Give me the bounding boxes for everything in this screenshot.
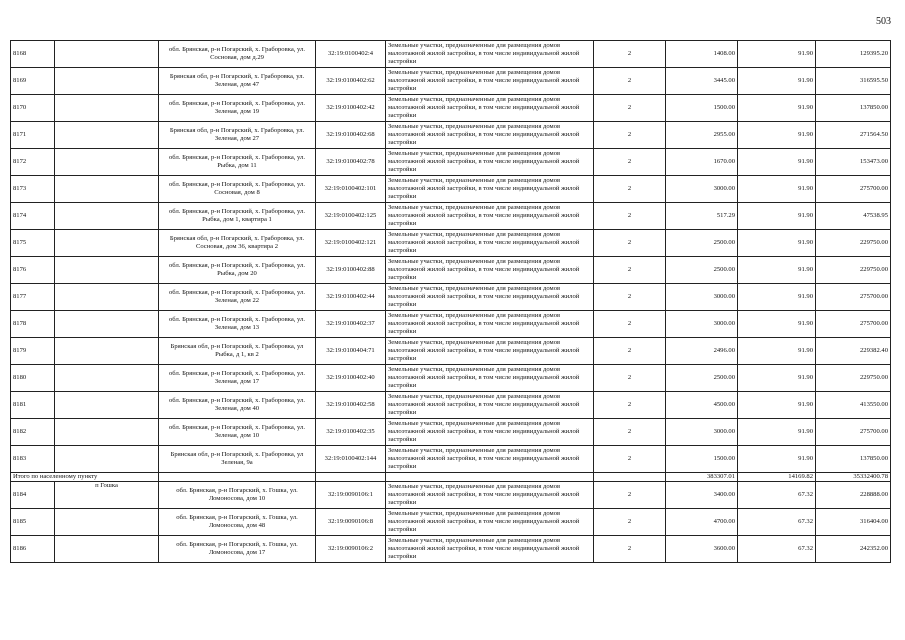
cadastral-value-cell: 229750.00	[816, 230, 891, 257]
area-cell: 3000.00	[666, 284, 738, 311]
cadastral-number-cell: 32:19:0100402:101	[316, 176, 386, 203]
address-cell: обл. Брянская, р-н Погарский, х. Гошка, ул. Ломоносова, дом 48	[159, 509, 316, 536]
cadastral-number-cell: 32:19:0100402:35	[316, 419, 386, 446]
rate-cell: 91.90	[738, 446, 816, 473]
land-use-cell: Земельные участки, предназначенные для размещения домов малоэтажной жилой застройки, в том числе индивидуальной жилой застройки	[386, 392, 594, 419]
area-cell: 2500.00	[666, 257, 738, 284]
summary-rate: 14169.82	[738, 473, 816, 482]
address-cell: Брянская обл, р-н Погарский, х. Граборовка, ул Рыбка, д 1, кв 2	[159, 338, 316, 365]
rate-cell: 67.32	[738, 509, 816, 536]
page-number: 503	[876, 16, 891, 27]
category-cell: 2	[594, 365, 666, 392]
rate-cell: 67.32	[738, 536, 816, 563]
area-cell: 1408.00	[666, 41, 738, 68]
address-cell: Брянская обл, р-н Погарский, х. Граборовка, ул. Зеленая, дом 47	[159, 68, 316, 95]
row-number: 8177	[11, 284, 55, 311]
summary-cell-blank	[594, 473, 666, 482]
address-cell: обл. Брянская, р-н Погарский, х. Гошка, ул. Ломоносова, дом 10	[159, 482, 316, 509]
land-use-cell: Земельные участки, предназначенные для размещения домов малоэтажной жилой застройки, в том числе индивидуальной жилой застройки	[386, 41, 594, 68]
cadastral-value-cell: 47538.95	[816, 203, 891, 230]
cadastral-number-cell: 32:19:0100402:78	[316, 149, 386, 176]
table-row	[11, 122, 891, 149]
locality-cell	[55, 392, 159, 419]
cadastral-number-cell: 32:19:0100402:40	[316, 365, 386, 392]
locality-cell	[55, 509, 159, 536]
land-use-cell: Земельные участки, предназначенные для размещения домов малоэтажной жилой застройки, в том числе индивидуальной жилой застройки	[386, 536, 594, 563]
table-row	[11, 203, 891, 230]
cadastral-value-cell: 229750.00	[816, 365, 891, 392]
rate-cell: 91.90	[738, 392, 816, 419]
cadastral-number-cell: 32:19:0100404:71	[316, 338, 386, 365]
land-use-cell: Земельные участки, предназначенные для размещения домов малоэтажной жилой застройки, в том числе индивидуальной жилой застройки	[386, 365, 594, 392]
row-number: 8178	[11, 311, 55, 338]
locality-cell	[55, 230, 159, 257]
table-row	[11, 446, 891, 473]
category-cell: 2	[594, 230, 666, 257]
address-cell: обл. Брянская, р-н Погарский, х. Граборовка, ул. Сосновая, дом д.29	[159, 41, 316, 68]
rate-cell: 91.90	[738, 230, 816, 257]
table-row	[11, 338, 891, 365]
summary-cell-blank	[386, 473, 594, 482]
cadastral-value-cell: 153473.00	[816, 149, 891, 176]
land-use-cell: Земельные участки, предназначенные для размещения домов малоэтажной жилой застройки, в том числе индивидуальной жилой застройки	[386, 509, 594, 536]
category-cell: 2	[594, 509, 666, 536]
cadastral-number-cell: 32:19:0100402:88	[316, 257, 386, 284]
address-cell: Брянская обл, р-н Погарский, х. Граборовка, ул. Сосновая, дом 36, квартира 2	[159, 230, 316, 257]
cadastral-value-cell: 275700.00	[816, 284, 891, 311]
table-row	[11, 176, 891, 203]
row-number: 8168	[11, 41, 55, 68]
summary-row	[11, 473, 891, 482]
category-cell: 2	[594, 95, 666, 122]
address-cell: обл. Брянская, р-н Погарский, х. Граборовка, ул. Зеленая, дом 22	[159, 284, 316, 311]
category-cell: 2	[594, 176, 666, 203]
cadastral-value-cell: 316595.50	[816, 68, 891, 95]
land-use-cell: Земельные участки, предназначенные для размещения домов малоэтажной жилой застройки, в том числе индивидуальной жилой застройки	[386, 203, 594, 230]
area-cell: 3000.00	[666, 419, 738, 446]
cadastral-value-cell: 271564.50	[816, 122, 891, 149]
rate-cell: 91.90	[738, 149, 816, 176]
row-number: 8181	[11, 392, 55, 419]
cadastral-value-cell: 137850.00	[816, 95, 891, 122]
land-use-cell: Земельные участки, предназначенные для размещения домов малоэтажной жилой застройки, в том числе индивидуальной жилой застройки	[386, 68, 594, 95]
rate-cell: 91.90	[738, 122, 816, 149]
rate-cell: 91.90	[738, 203, 816, 230]
locality-cell	[55, 419, 159, 446]
cadastral-number-cell: 32:19:0100402:62	[316, 68, 386, 95]
cadastral-number-cell: 32:19:0100402:121	[316, 230, 386, 257]
table-row	[11, 257, 891, 284]
address-cell: обл. Брянская, р-н Погарский, х. Граборовка, ул. Сосновая, дом 8	[159, 176, 316, 203]
rate-cell: 91.90	[738, 284, 816, 311]
row-number: 8183	[11, 446, 55, 473]
rate-cell: 91.90	[738, 338, 816, 365]
area-cell: 1500.00	[666, 95, 738, 122]
row-number: 8180	[11, 365, 55, 392]
area-cell: 2955.00	[666, 122, 738, 149]
locality-cell	[55, 284, 159, 311]
category-cell: 2	[594, 257, 666, 284]
locality-cell	[55, 203, 159, 230]
cadastral-value-cell: 242352.00	[816, 536, 891, 563]
row-number: 8171	[11, 122, 55, 149]
table-row	[11, 419, 891, 446]
cadastral-value-cell: 275700.00	[816, 311, 891, 338]
cadastral-number-cell: 32:19:0090106:1	[316, 482, 386, 509]
summary-cell-blank	[316, 473, 386, 482]
locality-cell	[55, 536, 159, 563]
land-use-cell: Земельные участки, предназначенные для размещения домов малоэтажной жилой застройки, в том числе индивидуальной жилой застройки	[386, 230, 594, 257]
locality-cell	[55, 446, 159, 473]
cadastral-number-cell: 32:19:0100402:44	[316, 284, 386, 311]
summary-cell-blank	[159, 473, 316, 482]
area-cell: 3000.00	[666, 176, 738, 203]
area-cell: 4700.00	[666, 509, 738, 536]
address-cell: обл. Брянская, р-н Погарский, х. Граборовка, ул. Рыбка, дом 20	[159, 257, 316, 284]
locality-cell	[55, 95, 159, 122]
category-cell: 2	[594, 392, 666, 419]
locality-cell	[55, 68, 159, 95]
rate-cell: 91.90	[738, 176, 816, 203]
category-cell: 2	[594, 122, 666, 149]
area-cell: 3400.00	[666, 482, 738, 509]
table-row	[11, 392, 891, 419]
land-use-cell: Земельные участки, предназначенные для размещения домов малоэтажной жилой застройки, в том числе индивидуальной жилой застройки	[386, 257, 594, 284]
category-cell: 2	[594, 149, 666, 176]
cadastral-number-cell: 32:19:0100402:37	[316, 311, 386, 338]
cadastral-value-cell: 137850.00	[816, 446, 891, 473]
cadastral-value-cell: 229382.40	[816, 338, 891, 365]
land-use-cell: Земельные участки, предназначенные для размещения домов малоэтажной жилой застройки, в том числе индивидуальной жилой застройки	[386, 311, 594, 338]
address-cell: Брянская обл, р-н Погарский, х. Граборовка, ул Зеленая, 9а	[159, 446, 316, 473]
row-number: 8170	[11, 95, 55, 122]
area-cell: 3445.00	[666, 68, 738, 95]
rate-cell: 91.90	[738, 95, 816, 122]
area-cell: 4500.00	[666, 392, 738, 419]
land-use-cell: Земельные участки, предназначенные для размещения домов малоэтажной жилой застройки, в том числе индивидуальной жилой застройки	[386, 149, 594, 176]
address-cell: обл. Брянская, р-н Погарский, х. Гошка, ул. Ломоносова, дом 17	[159, 536, 316, 563]
category-cell: 2	[594, 41, 666, 68]
land-use-cell: Земельные участки, предназначенные для размещения домов малоэтажной жилой застройки, в том числе индивидуальной жилой застройки	[386, 446, 594, 473]
address-cell: обл. Брянская, р-н Погарский, х. Граборовка, ул. Рыбка, дом 11	[159, 149, 316, 176]
cadastral-value-cell: 228888.00	[816, 482, 891, 509]
row-number: 8169	[11, 68, 55, 95]
land-use-cell: Земельные участки, предназначенные для размещения домов малоэтажной жилой застройки, в том числе индивидуальной жилой застройки	[386, 95, 594, 122]
area-cell: 517.29	[666, 203, 738, 230]
rate-cell: 67.32	[738, 482, 816, 509]
address-cell: обл. Брянская, р-н Погарский, х. Граборовка, ул. Зеленая, дом 13	[159, 311, 316, 338]
category-cell: 2	[594, 284, 666, 311]
land-use-cell: Земельные участки, предназначенные для размещения домов малоэтажной жилой застройки, в том числе индивидуальной жилой застройки	[386, 419, 594, 446]
address-cell: обл. Брянская, р-н Погарский, х. Граборовка, ул. Зеленая, дом 40	[159, 392, 316, 419]
cadastral-value-cell: 275700.00	[816, 419, 891, 446]
cadastral-value-cell: 229750.00	[816, 257, 891, 284]
summary-area: 383307.01	[666, 473, 738, 482]
summary-value: 35332400.78	[816, 473, 891, 482]
land-use-cell: Земельные участки, предназначенные для размещения домов малоэтажной жилой застройки, в том числе индивидуальной жилой застройки	[386, 122, 594, 149]
category-cell: 2	[594, 311, 666, 338]
locality-cell	[55, 149, 159, 176]
locality-cell	[55, 122, 159, 149]
cadastral-number-cell: 32:19:0100402:125	[316, 203, 386, 230]
table-row	[11, 482, 891, 509]
table-row	[11, 230, 891, 257]
summary-label: Итого по населенному пункту	[11, 473, 159, 482]
table-row	[11, 536, 891, 563]
address-cell: обл. Брянская, р-н Погарский, х. Граборовка, ул. Рыбка, дом 1, квартира 1	[159, 203, 316, 230]
row-number: 8172	[11, 149, 55, 176]
table-row	[11, 95, 891, 122]
category-cell: 2	[594, 482, 666, 509]
category-cell: 2	[594, 203, 666, 230]
area-cell: 2500.00	[666, 365, 738, 392]
row-number: 8186	[11, 536, 55, 563]
row-number: 8182	[11, 419, 55, 446]
area-cell: 1670.00	[666, 149, 738, 176]
cadastral-number-cell: 32:19:0100402:144	[316, 446, 386, 473]
category-cell: 2	[594, 446, 666, 473]
row-number: 8185	[11, 509, 55, 536]
locality-cell	[55, 41, 159, 68]
cadastral-value-cell: 275700.00	[816, 176, 891, 203]
area-cell: 3600.00	[666, 536, 738, 563]
cadastral-number-cell: 32:19:0090106:8	[316, 509, 386, 536]
row-number: 8174	[11, 203, 55, 230]
locality-cell	[55, 365, 159, 392]
area-cell: 3000.00	[666, 311, 738, 338]
land-use-cell: Земельные участки, предназначенные для размещения домов малоэтажной жилой застройки, в том числе индивидуальной жилой застройки	[386, 482, 594, 509]
land-register-table	[10, 40, 891, 563]
category-cell: 2	[594, 338, 666, 365]
land-use-cell: Земельные участки, предназначенные для размещения домов малоэтажной жилой застройки, в том числе индивидуальной жилой застройки	[386, 338, 594, 365]
land-use-cell: Земельные участки, предназначенные для размещения домов малоэтажной жилой застройки, в том числе индивидуальной жилой застройки	[386, 176, 594, 203]
rate-cell: 91.90	[738, 68, 816, 95]
row-number: 8176	[11, 257, 55, 284]
cadastral-number-cell: 32:19:0100402:42	[316, 95, 386, 122]
locality-cell	[55, 176, 159, 203]
cadastral-value-cell: 316404.00	[816, 509, 891, 536]
cadastral-number-cell: 32:19:0100402:68	[316, 122, 386, 149]
row-number: 8173	[11, 176, 55, 203]
area-cell: 2500.00	[666, 230, 738, 257]
rate-cell: 91.90	[738, 419, 816, 446]
address-cell: обл. Брянская, р-н Погарский, х. Граборовка, ул. Зеленая, дом 10	[159, 419, 316, 446]
table-row	[11, 311, 891, 338]
locality-cell	[55, 311, 159, 338]
table-row	[11, 284, 891, 311]
address-cell: обл. Брянская, р-н Погарский, х. Граборовка, ул. Зеленая, дом 19	[159, 95, 316, 122]
rate-cell: 91.90	[738, 41, 816, 68]
cadastral-value-cell: 413550.00	[816, 392, 891, 419]
rate-cell: 91.90	[738, 365, 816, 392]
cadastral-number-cell: 32:19:0100402:58	[316, 392, 386, 419]
table-row	[11, 149, 891, 176]
rate-cell: 91.90	[738, 257, 816, 284]
category-cell: 2	[594, 419, 666, 446]
land-use-cell: Земельные участки, предназначенные для размещения домов малоэтажной жилой застройки, в том числе индивидуальной жилой застройки	[386, 284, 594, 311]
table-row	[11, 509, 891, 536]
locality-cell	[55, 482, 159, 509]
table-row	[11, 41, 891, 68]
cadastral-number-cell: 32:19:0100402:4	[316, 41, 386, 68]
row-number: 8184	[11, 482, 55, 509]
category-cell: 2	[594, 536, 666, 563]
row-number: 8175	[11, 230, 55, 257]
address-cell: Брянская обл, р-н Погарский, х. Граборовка, ул. Зеленая, дом 27	[159, 122, 316, 149]
category-cell: 2	[594, 68, 666, 95]
locality-name: п Гошка	[95, 482, 118, 489]
locality-cell	[55, 338, 159, 365]
table-row	[11, 68, 891, 95]
row-number: 8179	[11, 338, 55, 365]
area-cell: 1500.00	[666, 446, 738, 473]
rate-cell: 91.90	[738, 311, 816, 338]
cadastral-value-cell: 129395.20	[816, 41, 891, 68]
table-row	[11, 365, 891, 392]
cadastral-number-cell: 32:19:0090106:2	[316, 536, 386, 563]
area-cell: 2496.00	[666, 338, 738, 365]
locality-cell	[55, 257, 159, 284]
address-cell: обл. Брянская, р-н Погарский, х. Граборовка, ул. Зеленая, дом 17	[159, 365, 316, 392]
